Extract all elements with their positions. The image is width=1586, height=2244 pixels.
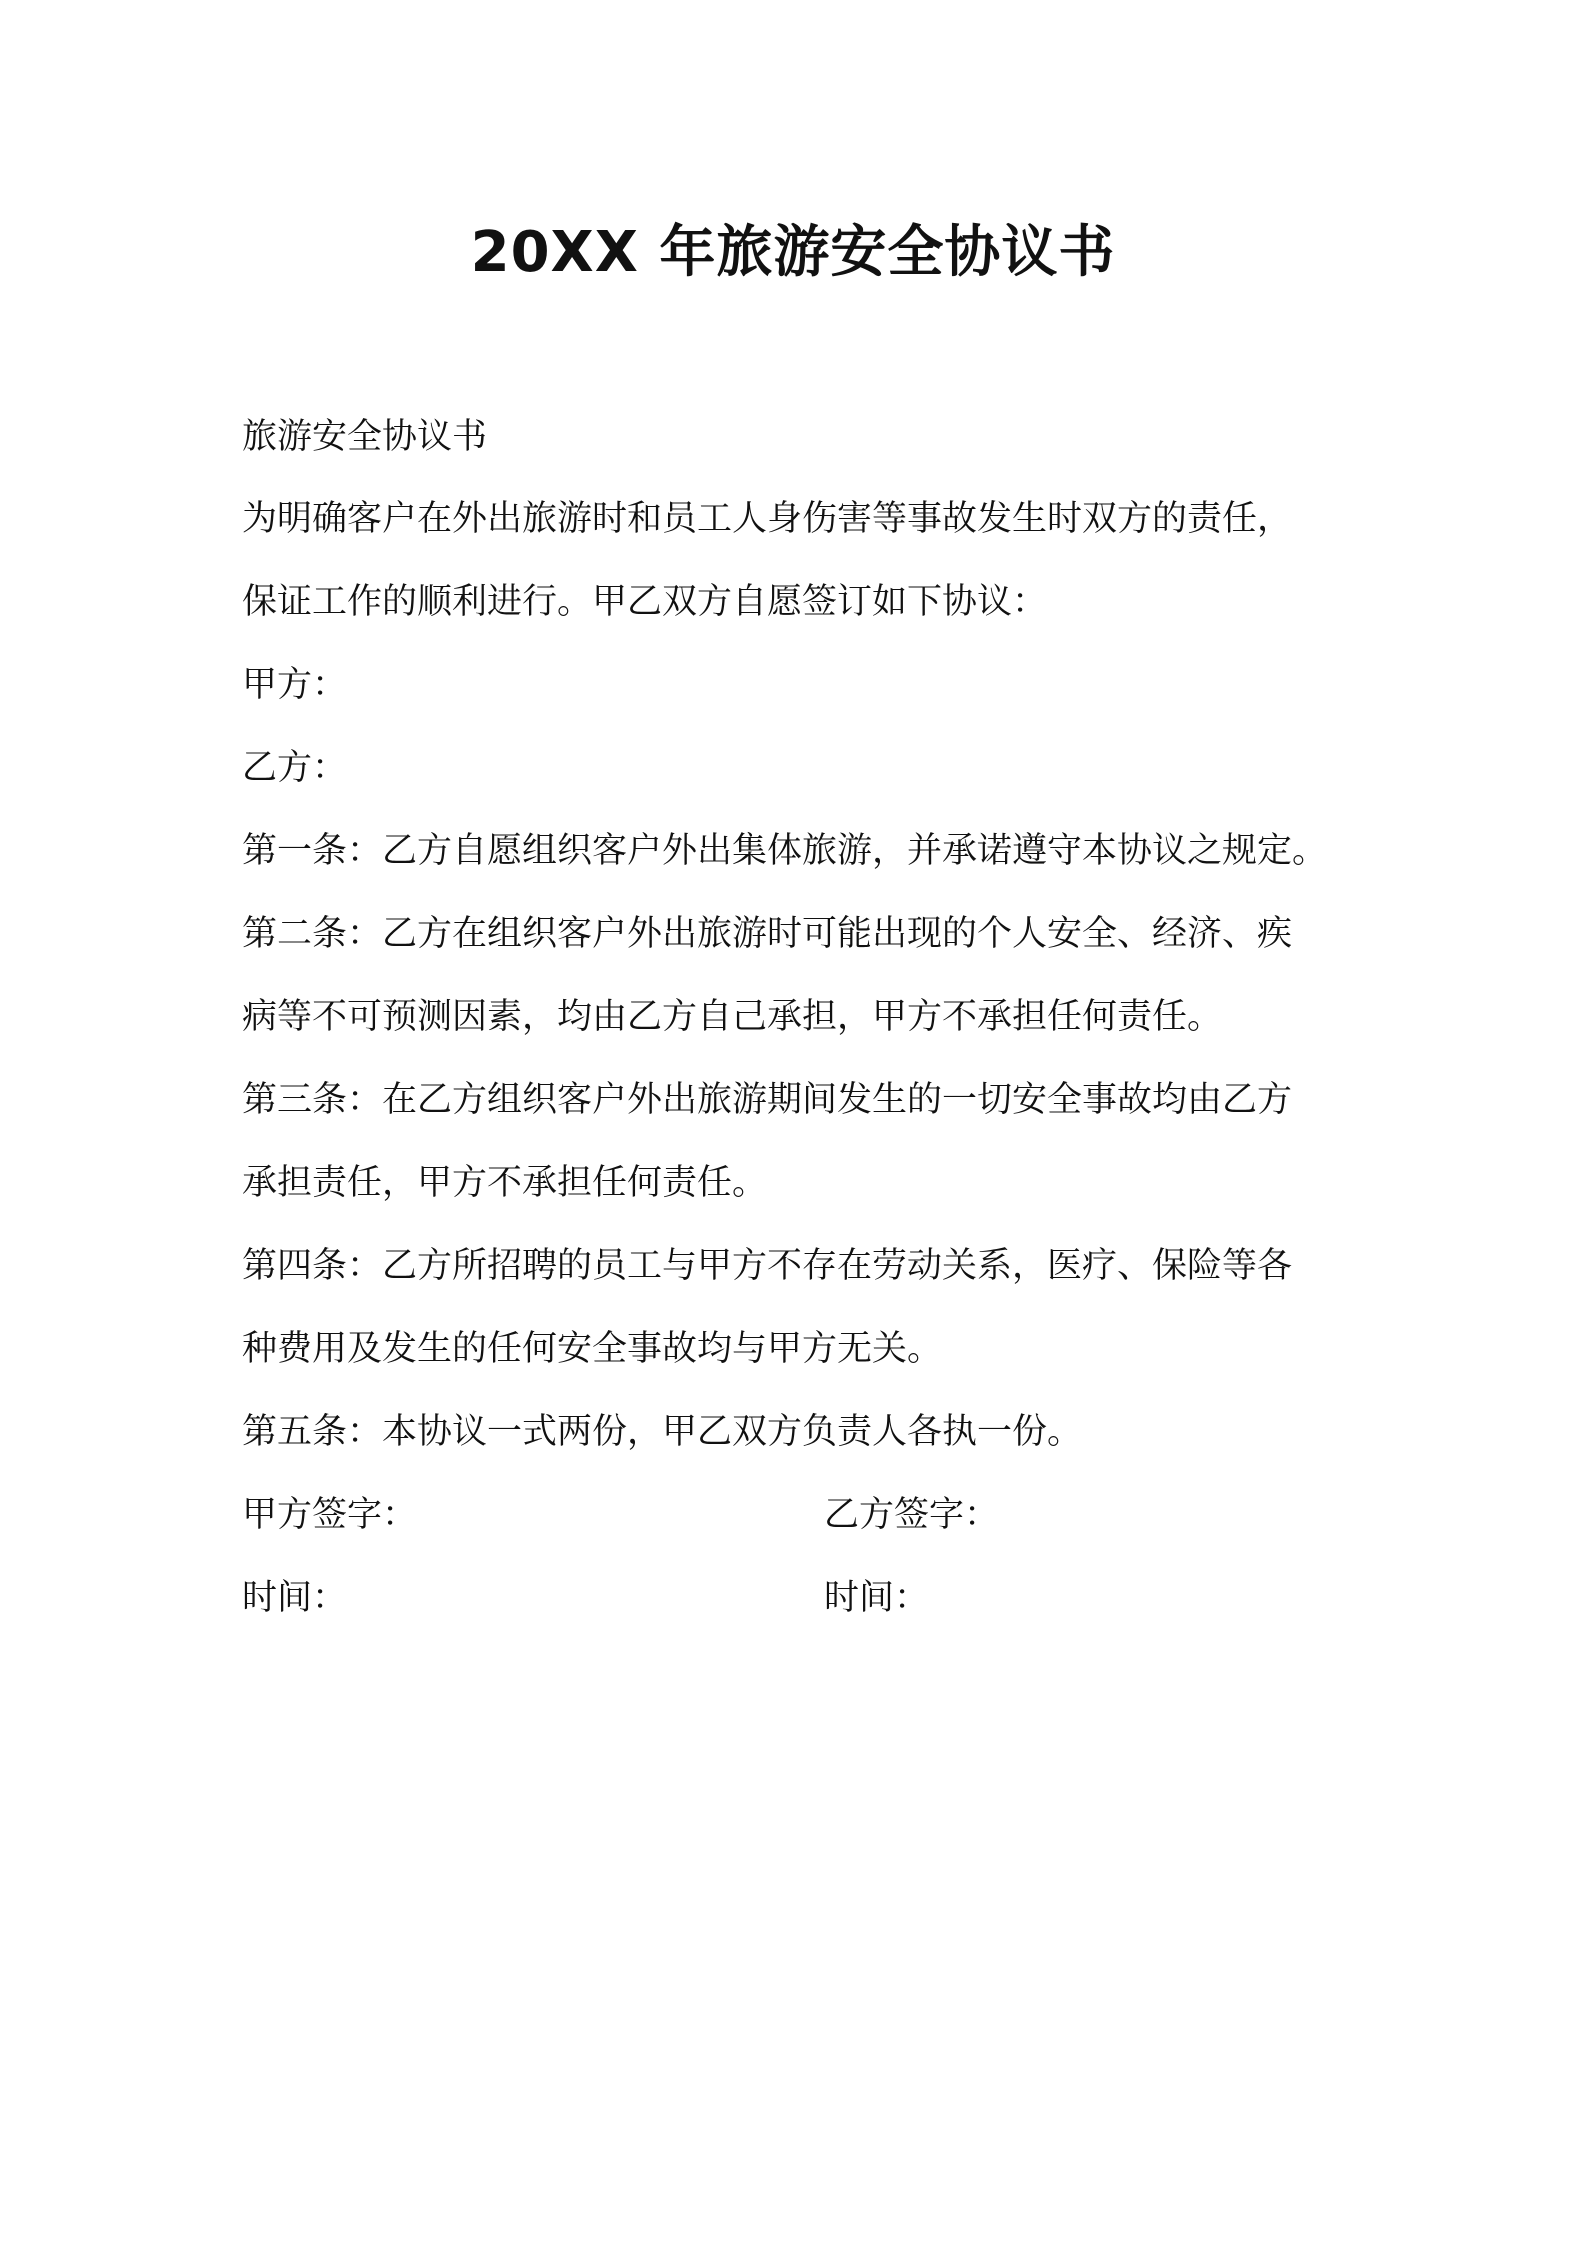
article-line: 第一条：乙方自愿组织客户外出集体旅游，并承诺遵守本协议之规定。: [242, 831, 1328, 871]
party-b-label: 乙方：: [242, 748, 348, 788]
party-a-time-label: 时间：: [242, 1578, 348, 1618]
intro-line: 保证工作的顺利进行。甲乙双方自愿签订如下协议：: [242, 582, 1048, 622]
document-title: 20XX 年旅游安全协议书: [470, 220, 1116, 285]
article-line: 第二条：乙方在组织客户外出旅游时可能出现的个人安全、经济、疾: [242, 914, 1293, 954]
article-line: 种费用及发生的任何安全事故均与甲方无关。: [242, 1329, 943, 1369]
party-b-signature-label: 乙方签字：: [824, 1495, 1000, 1535]
party-a-label: 甲方：: [242, 665, 348, 705]
article-line: 第三条：在乙方组织客户外出旅游期间发生的一切安全事故均由乙方: [242, 1080, 1293, 1120]
article-line: 第五条：本协议一式两份，甲乙双方负责人各执一份。: [242, 1412, 1083, 1452]
article-line: 承担责任，甲方不承担任何责任。: [242, 1163, 768, 1203]
article-line: 病等不可预测因素，均由乙方自己承担，甲方不承担任何责任。: [242, 997, 1223, 1037]
article-line: 第四条：乙方所招聘的员工与甲方不存在劳动关系，医疗、保险等各: [242, 1246, 1293, 1286]
party-a-signature-label: 甲方签字：: [242, 1495, 418, 1535]
intro-line: 为明确客户在外出旅游时和员工人身伤害等事故发生时双方的责任，: [242, 499, 1293, 539]
party-b-time-label: 时间：: [824, 1578, 930, 1618]
document-subtitle: 旅游安全协议书: [242, 417, 488, 457]
